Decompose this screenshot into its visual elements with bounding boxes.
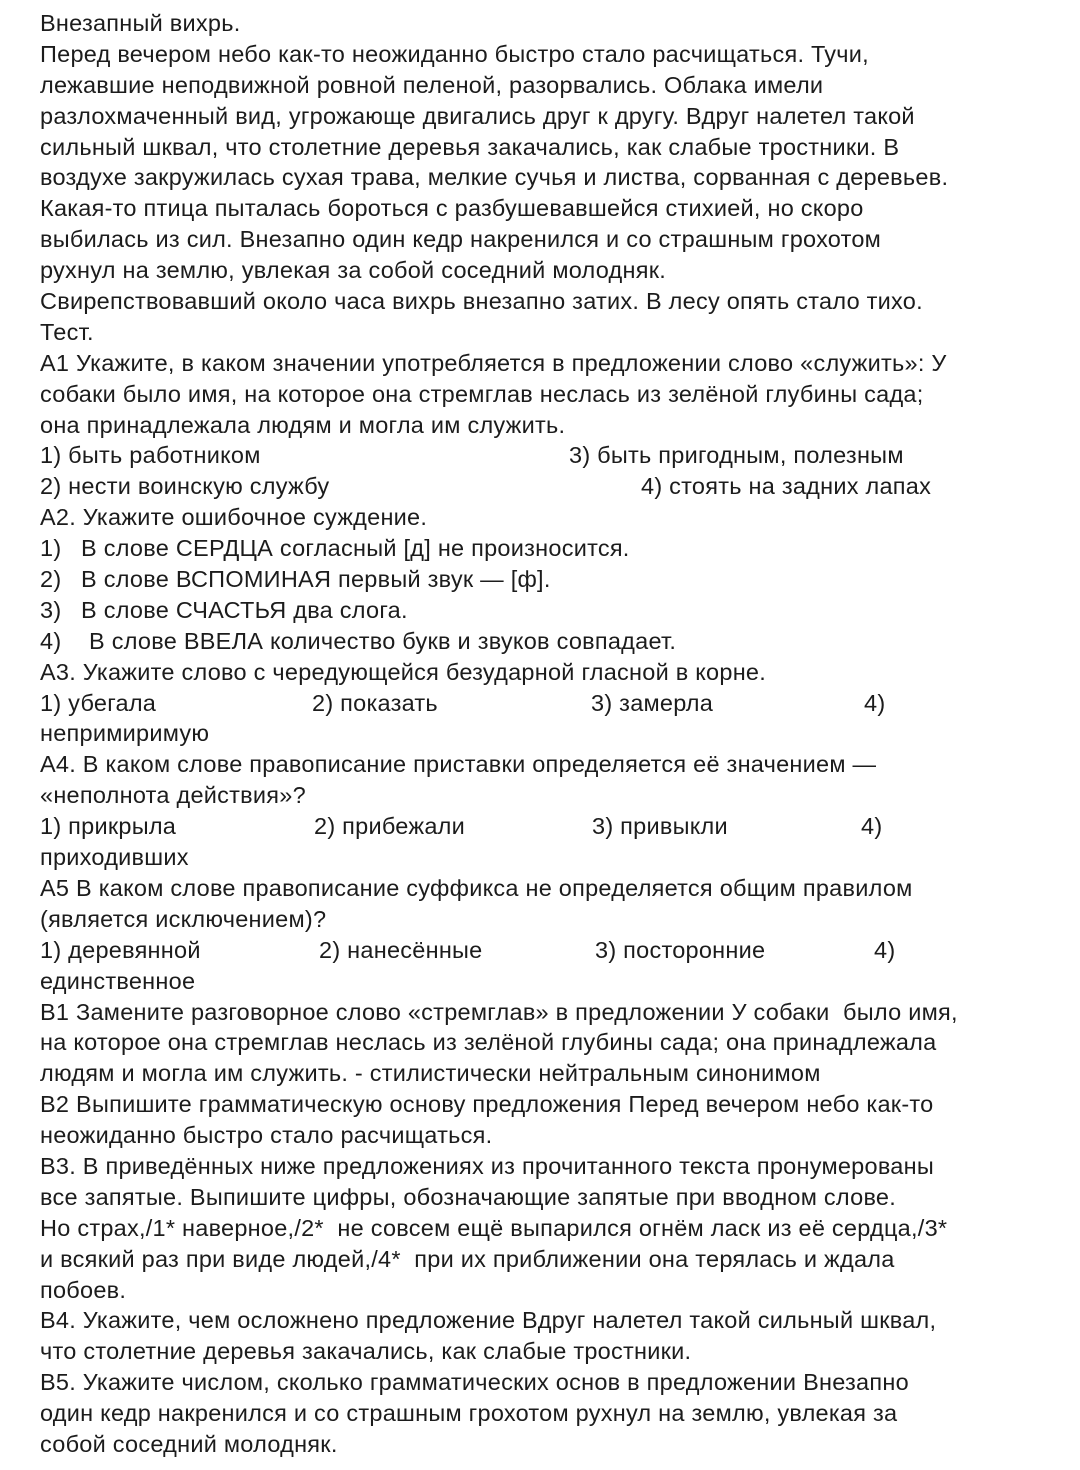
answer-option-1: 1) убегала [40, 689, 157, 716]
passage-line: выбилась из сил. Внезапно один кедр накренился и со страшным грохотом [40, 226, 882, 253]
question-text: А2. Укажите ошибочное суждение. [40, 504, 428, 531]
passage [40, 39, 1080, 317]
option-text: В слове ВСПОМИНАЯ первый звук — [ф]. [81, 566, 551, 593]
question-text: В2 Выпишите грамматическую основу предложения Перед вечером небо как-то [40, 1091, 934, 1118]
question-b5 [40, 1367, 1080, 1460]
answer-row [40, 935, 1080, 966]
question-a4 [40, 749, 1080, 873]
question-text: А5 В каком слове правописание суффикса не определяется общим правилом [40, 874, 913, 901]
question-text: В1 Замените разговорное слово «стремглав» в предложении У собаки было имя, [40, 998, 958, 1025]
question-text: собой соседний молодняк. [40, 1430, 338, 1457]
question-text: на которое она стремглав неслась из зелёной глубины сада; она принадлежала [40, 1029, 937, 1056]
question-b3 [40, 1151, 1080, 1305]
answer-option-1: 1) деревянной [40, 936, 201, 963]
answer-option-3: 3) быть пригодным, полезным [569, 442, 904, 469]
question-text: В3. В приведённых ниже предложениях из прочитанного текста пронумерованы [40, 1152, 934, 1179]
option-number: 3) [40, 596, 62, 623]
question-text: все запятые. Выпишите цифры, обозначающие запятые при вводном слове. [40, 1183, 897, 1210]
question-text: она принадлежала людям и могла им служить. [40, 411, 566, 438]
question-text: что столетние деревья закачались, как слабые тростники. [40, 1338, 692, 1365]
passage-title: Внезапный вихрь. [40, 10, 241, 36]
question-text: и всякий раз при виде людей,/4* при их приближении она терялась и ждала [40, 1245, 895, 1272]
question-text: один кедр накренился и со страшным грохотом рухнул на землю, увлекая за [40, 1400, 898, 1427]
question-text: «неполнота действия»? [40, 782, 306, 809]
option-number: 2) [40, 566, 62, 593]
answer-option-3: 3) замерла [591, 689, 714, 716]
question-a3 [40, 657, 1080, 750]
question-text: А4. В каком слове правописание приставки определяется её значением — [40, 751, 877, 778]
answer-option-4-word: единственное [40, 967, 196, 994]
test-heading: Тест. [40, 318, 94, 345]
question-text: В4. Укажите, чем осложнено предложение Вдруг налетел такой сильный шквал, [40, 1307, 937, 1334]
passage-line: рухнул на землю, увлекая за собой соседний молодняк. [40, 257, 667, 284]
passage-line: лежавшие неподвижной ровной пеленой, разорвались. Облака имели [40, 71, 824, 98]
answer-option-4: 4) [861, 813, 883, 840]
question-text: В5. Укажите числом, сколько грамматических основ в предложении Внезапно [40, 1369, 909, 1396]
answer-option-2: 2) нанесённые [319, 936, 483, 963]
answer-option-3: 3) посторонние [595, 936, 766, 963]
question-a2 [40, 502, 1080, 656]
answer-option-1: 1) быть работником [40, 442, 261, 469]
answer-option-3: 3) привыкли [592, 813, 728, 840]
passage-line: разлохмаченный вид, угрожающе двигались друг к другу. Вдруг налетел такой [40, 102, 915, 129]
answer-row [40, 471, 1080, 502]
answer-option-2: 2) показать [312, 689, 438, 716]
answer-option-4: 4) [874, 936, 896, 963]
question-text: Но страх,/1* наверное,/2* не совсем ещё выпарился огнём ласк из её сердца,/3* [40, 1214, 948, 1241]
answer-option-2: 2) нести воинскую службу [40, 473, 330, 500]
passage-line: сильный шквал, что столетние деревья закачались, как слабые тростники. В [40, 133, 900, 160]
question-b1 [40, 997, 1080, 1090]
question-a5 [40, 873, 1080, 997]
question-a1 [40, 348, 1080, 502]
answer-option-4-word: приходивших [40, 844, 189, 871]
answer-option-1 [40, 533, 1080, 564]
answer-option-4-word: непримиримую [40, 720, 210, 747]
question-text: А3. Укажите слово с чередующейся безударной гласной в корне. [40, 658, 767, 685]
answer-option-2 [40, 564, 1080, 595]
answer-row [40, 688, 1080, 719]
question-b2 [40, 1089, 1080, 1151]
option-text: В слове СЧАСТЬЯ два слога. [81, 596, 408, 623]
answer-row [40, 811, 1080, 842]
question-text: А1 Укажите, в каком значении употребляется в предложении слово «служить»: У [40, 349, 947, 376]
question-text: побоев. [40, 1276, 127, 1303]
passage-line: Какая-то птица пыталась бороться с разбушевавшейся стихией, но скоро [40, 195, 864, 222]
question-text: людям и могла им служить. - стилистически нейтральным синонимом [40, 1060, 821, 1087]
answer-option-1: 1) прикрыла [40, 813, 177, 840]
question-text: собаки было имя, на которое она стремглав неслась из зелёной глубины сада; [40, 380, 924, 407]
option-number: 4) [40, 627, 62, 654]
passage-line: Перед вечером небо как-то неожиданно быстро стало расчищаться. Тучи, [40, 40, 869, 67]
question-text: (является исключением)? [40, 905, 327, 932]
answer-option-4: 4) стоять на задних лапах [641, 473, 932, 500]
answer-option-2: 2) прибежали [314, 813, 465, 840]
answer-option-4: 4) [864, 689, 886, 716]
question-b4 [40, 1305, 1080, 1367]
answer-option-4 [40, 626, 1080, 657]
answer-row [40, 440, 1080, 471]
option-text: В слове СЕРДЦА согласный [д] не произносится. [81, 535, 630, 562]
question-text: неожиданно быстро стало расчищаться. [40, 1122, 493, 1149]
option-number: 1) [40, 535, 62, 562]
option-text: В слове ВВЕЛА количество букв и звуков совпадает. [89, 627, 677, 654]
passage-line: Свирепствовавший около часа вихрь внезапно затих. В лесу опять стало тихо. [40, 288, 923, 315]
passage-line: воздухе закружилась сухая трава, мелкие сучья и листва, сорванная с деревьев. [40, 164, 949, 191]
answer-option-3 [40, 595, 1080, 626]
